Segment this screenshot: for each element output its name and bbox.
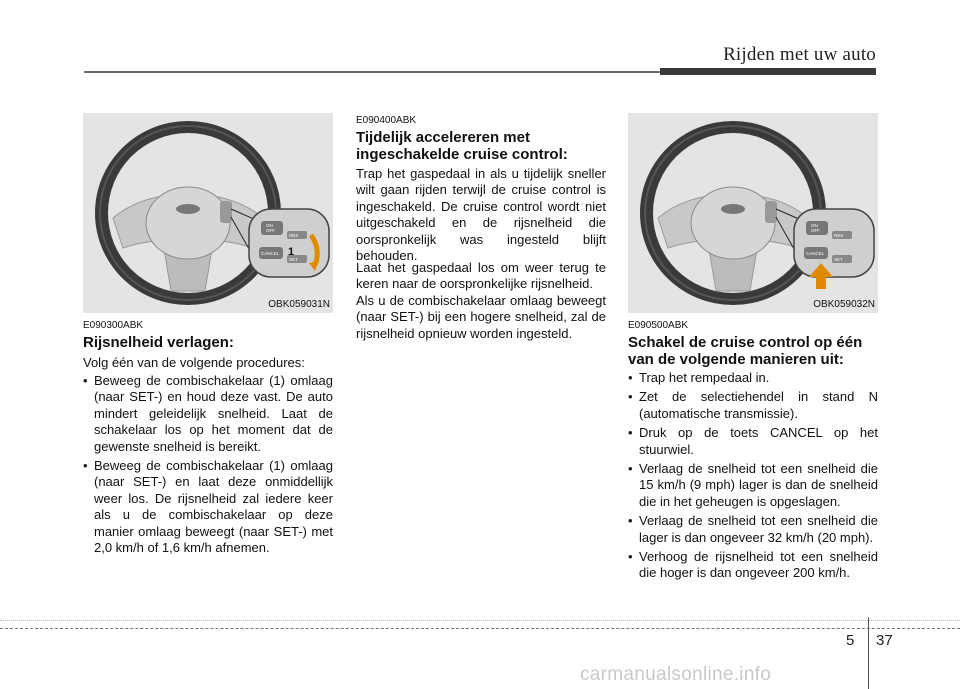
switch-label-res: RES [834, 233, 844, 238]
steering-wheel-illustration [83, 113, 333, 313]
switch-label-res: RES [289, 233, 299, 238]
page-number: 37 [876, 632, 893, 649]
deactivation-list [628, 370, 878, 585]
switch-label-off: OFF [811, 228, 820, 233]
callout-marker-1: 1 [288, 246, 295, 258]
list-item: • Verlaag de snelheid tot een snelheid die lager is dan ongeveer 32 km/h (20 mph). [628, 513, 878, 546]
section-code: E090300ABK [83, 320, 144, 331]
header-rule [84, 71, 660, 73]
procedure-list [83, 373, 333, 559]
steering-wheel-figure-cancel [628, 113, 878, 313]
figure-code: OBK059031N [268, 299, 330, 310]
watermark: carmanualsonline.info [580, 664, 772, 685]
list-item: • Verlaag de snelheid tot een snelheid die 15 km/h (9 mph) lager is dan de snelheid die in het geheugen is opgeslagen. [628, 461, 878, 510]
list-item: • Trap het rempedaal in. [628, 370, 878, 386]
list-item: • Druk op de toets CANCEL op het stuurwiel. [628, 425, 878, 458]
section-heading: Rijsnelheid verlagen: [83, 334, 234, 351]
list-item: • Verhoog de rijsnelheid tot een snelheid die hoger is dan ongeveer 200 km/h. [628, 549, 878, 582]
figure-code: OBK059032N [813, 299, 875, 310]
list-item: • Beweeg de combischakelaar (1) omlaag (naar SET-) en laat deze onmiddellijk weer los. De rijsnelheid zal iedere keer als u de combischakelaar op deze manier omlaag beweegt (naar SET-) met 2,0 km/h of 1,6 km/h afnemen. [83, 458, 333, 556]
paragraph: Laat het gaspedaal los om weer terug te keren naar de oorspronkelijke rijsnelheid. [356, 260, 606, 292]
paragraph: Als u de combischakelaar omlaag beweegt (naar SET-) bij een hogere snelheid, zal de rijsnelheid opnieuw worden ingesteld. [356, 293, 606, 341]
chapter-number: 5 [846, 632, 855, 649]
section-heading [356, 129, 606, 163]
switch-label-on: ON [266, 223, 273, 228]
steering-wheel-illustration [628, 113, 878, 313]
section-heading-line: van de volgende manieren uit: [628, 351, 844, 368]
section-code: E090400ABK [356, 115, 417, 126]
switch-label-on: ON [811, 223, 818, 228]
switch-label-set: SET [834, 257, 843, 262]
footer-rule [0, 628, 960, 629]
list-item: • Zet de selectiehendel in stand N (automatische transmissie). [628, 389, 878, 422]
running-header-title: Rijden met uw auto [723, 44, 876, 65]
switch-label-cancel: CANCEL [261, 251, 280, 256]
switch-label-cancel: CANCEL [806, 251, 825, 256]
section-heading [628, 334, 878, 368]
section-heading-line: ingeschakelde cruise control: [356, 146, 568, 163]
section-heading-line: Schakel de cruise control op één [628, 334, 863, 351]
intro-text: Volg één van de volgende procedures: [83, 355, 305, 370]
steering-wheel-figure-set-down [83, 113, 333, 313]
switch-label-off: OFF [266, 228, 275, 233]
header-rule-accent [660, 68, 876, 75]
section-code: E090500ABK [628, 320, 689, 331]
paragraph: Trap het gaspedaal in als u tijdelijk sneller wilt gaan rijden terwijl de cruise control is ingeschakeld. De cruise control wordt niet uitgeschakeld en de rijsnelheid die oorspronkelijk was ingesteld blijft behouden. [356, 166, 606, 264]
list-item: • Beweeg de combischakelaar (1) omlaag (naar SET-) en houd deze vast. De auto mindert geleidelijk snelheid. Laat de schakelaar los op het moment dat de gewenste snelheid is bereikt. [83, 373, 333, 455]
footer-dotted-rule [0, 620, 960, 621]
switch-label-set: SET [289, 257, 298, 262]
section-heading-line: Tijdelijk accelereren met [356, 129, 530, 146]
page-number-divider [868, 617, 869, 689]
